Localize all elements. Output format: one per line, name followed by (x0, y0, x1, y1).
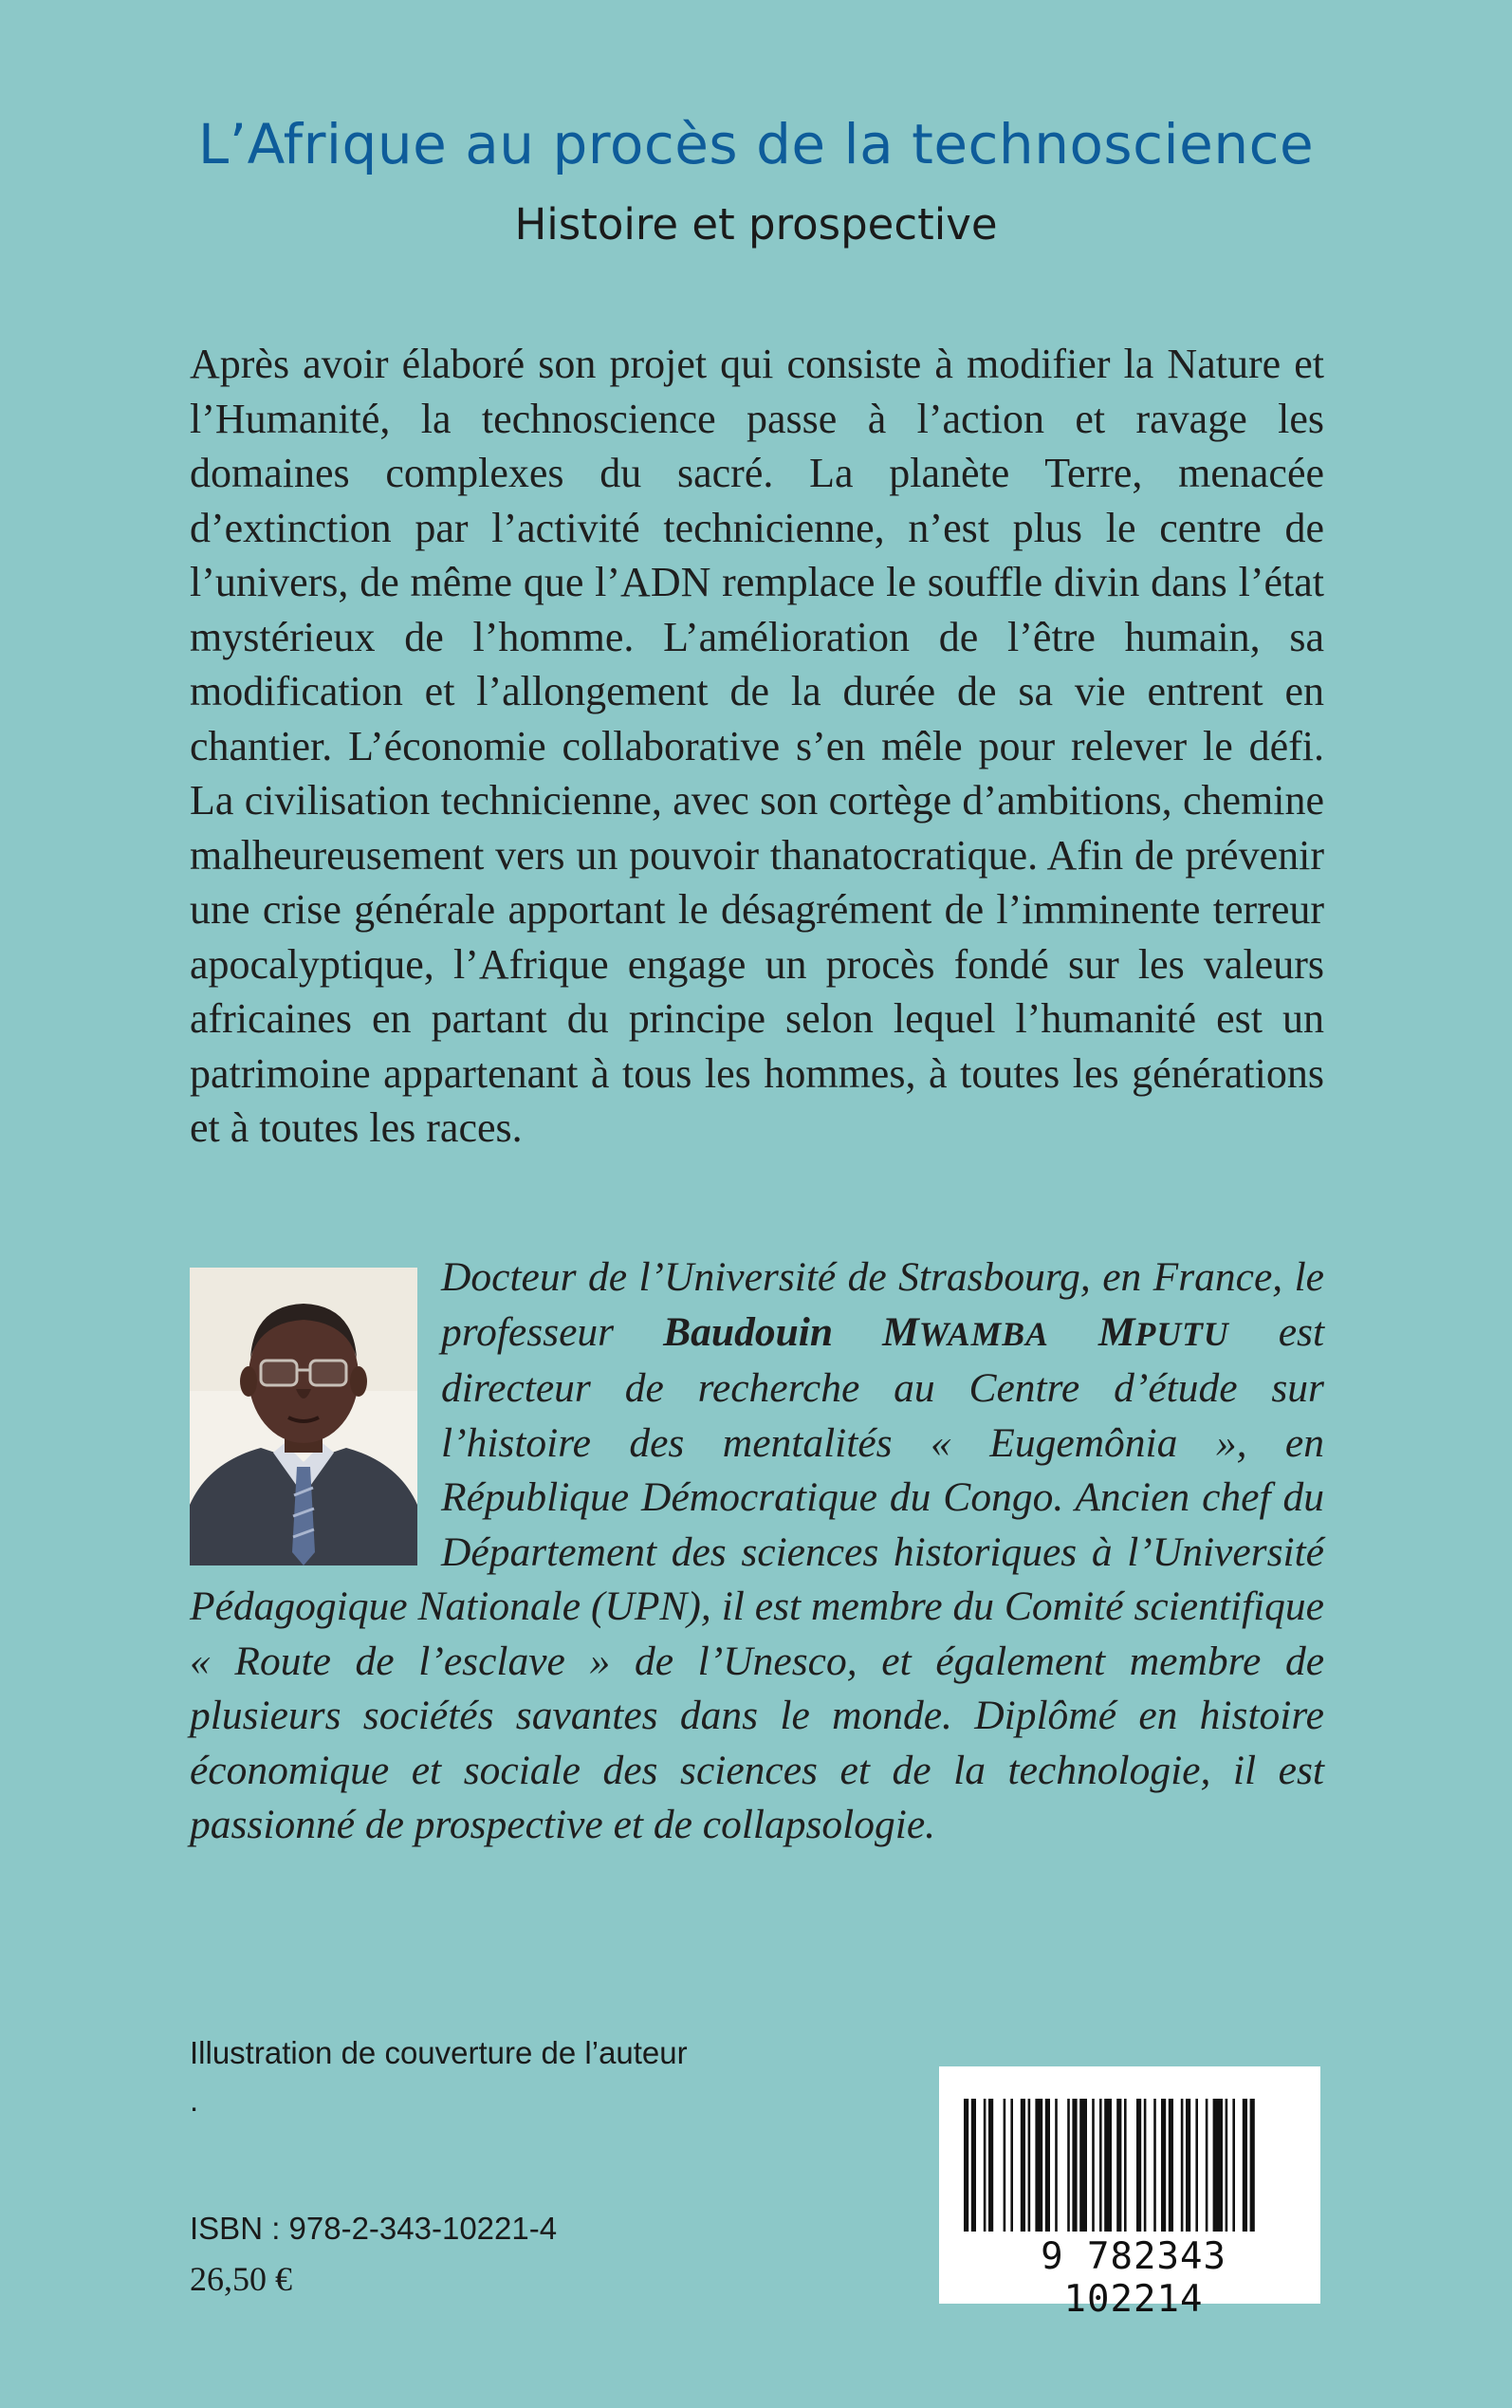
barcode-bar (1021, 2099, 1025, 2232)
barcode-bar (1186, 2099, 1190, 2232)
barcode-bar (1181, 2099, 1184, 2232)
barcode-bar (1116, 2099, 1121, 2232)
isbn: ISBN : 978-2-343-10221-4 (190, 2211, 558, 2246)
barcode-bar (1243, 2099, 1247, 2232)
barcode-bar (1028, 2099, 1031, 2232)
barcode-bar (1206, 2099, 1208, 2232)
barcode-bar (1213, 2099, 1223, 2232)
barcode-bar (984, 2099, 986, 2232)
barcode-bar (1092, 2099, 1095, 2232)
barcode-bar (1124, 2099, 1127, 2232)
barcode-bar (1045, 2099, 1050, 2232)
barcode-bar (1226, 2099, 1228, 2232)
barcode-bar (1055, 2099, 1058, 2232)
barcode-bar (1072, 2099, 1077, 2232)
book-title: L’Afrique au procès de la technoscience (197, 112, 1315, 176)
author-biography (190, 1250, 1324, 1853)
barcode-bar (1250, 2099, 1255, 2232)
barcode-bar (964, 2099, 968, 2232)
barcode-bar (1079, 2099, 1087, 2232)
bio-body: est directeur de recherche au Centre d’étude sur l’histoire des mentalités « Eugemônia », en République Démocratique du Congo. Ancien chef du Département des sciences historiques à l’Université Pédagogique Nationale (UPN), il est membre du Comité scientifique « Route de l’esclave » de l’Unesco, et également membre de plusieurs sociétés savantes dans le monde. Diplômé en histoire économique et sociale des sciences et de la technologie, il est passionné de prospective et de collapsologie. (190, 1308, 1325, 1847)
barcode-bar (1136, 2099, 1141, 2232)
barcode (939, 2066, 1320, 2321)
price: 26,50 € (190, 2260, 292, 2298)
barcode-digits: 9 782343 102214 (1041, 2235, 1226, 2321)
barcode-bar (971, 2099, 976, 2232)
bio-intro: Docteur de l’Université de Strasbourg, en France, le professeur (441, 1254, 1324, 1355)
barcode-bar (1104, 2099, 1112, 2232)
author-surname-2-initial: M (1097, 1308, 1135, 1355)
credit-dot: . (190, 2083, 199, 2118)
barcode-bar (1010, 2099, 1013, 2232)
barcode-bar (1161, 2099, 1166, 2232)
author-name (663, 1309, 1229, 1355)
author-surname-1-rest: WAMBA (918, 1314, 1049, 1353)
author-surname-2-rest: PUTU (1134, 1314, 1229, 1353)
barcode-bar (988, 2099, 993, 2232)
barcode-bar (1004, 2099, 1006, 2232)
barcode-bar (1099, 2099, 1102, 2232)
barcode-bar (1195, 2099, 1198, 2232)
book-subtitle: Histoire et prospective (514, 199, 998, 250)
barcode-bar (1035, 2099, 1042, 2232)
barcode-bar (1232, 2099, 1235, 2232)
barcode-bar (1144, 2099, 1147, 2232)
cover-illustration-credit: Illustration de couverture de l’auteur (190, 2035, 688, 2070)
barcode-bars (964, 2099, 1296, 2232)
photo-float-spacer (190, 1250, 441, 1578)
barcode-bar (1169, 2099, 1173, 2232)
barcode-bar (1067, 2099, 1070, 2232)
barcode-bar (1153, 2099, 1156, 2232)
author-first-name: Baudouin M (663, 1308, 919, 1355)
book-summary: Après avoir élaboré son projet qui consiste à modifier la Nature et l’Humanité, la technoscience passe à l’action et ravage les domaines complexes du sacré. La planète Terre, menacée d’extinction par l’activité technicienne, n’est plus le centre de l’univers, de même que l’ADN remplace le souffle divin dans l’état mystérieux de l’homme. L’amélioration de l’être humain, sa modification et l’allongement de la durée de sa vie entrent en chantier. L’économie collaborative s’en mêle pour relever le défi. La civilisation technicienne, avec son cortège d’ambitions, chemine malheureusement vers un pouvoir thanatocratique. Afin de prévenir une crise générale apportant le désagrément de l’imminente terreur apocalyptique, l’Afrique engage un procès fondé sur les valeurs africaines en partant du principe selon lequel l’humanité est un patrimoine appartenant à tous les hommes, à toutes les générations et à toutes les races. (190, 341, 1324, 1151)
